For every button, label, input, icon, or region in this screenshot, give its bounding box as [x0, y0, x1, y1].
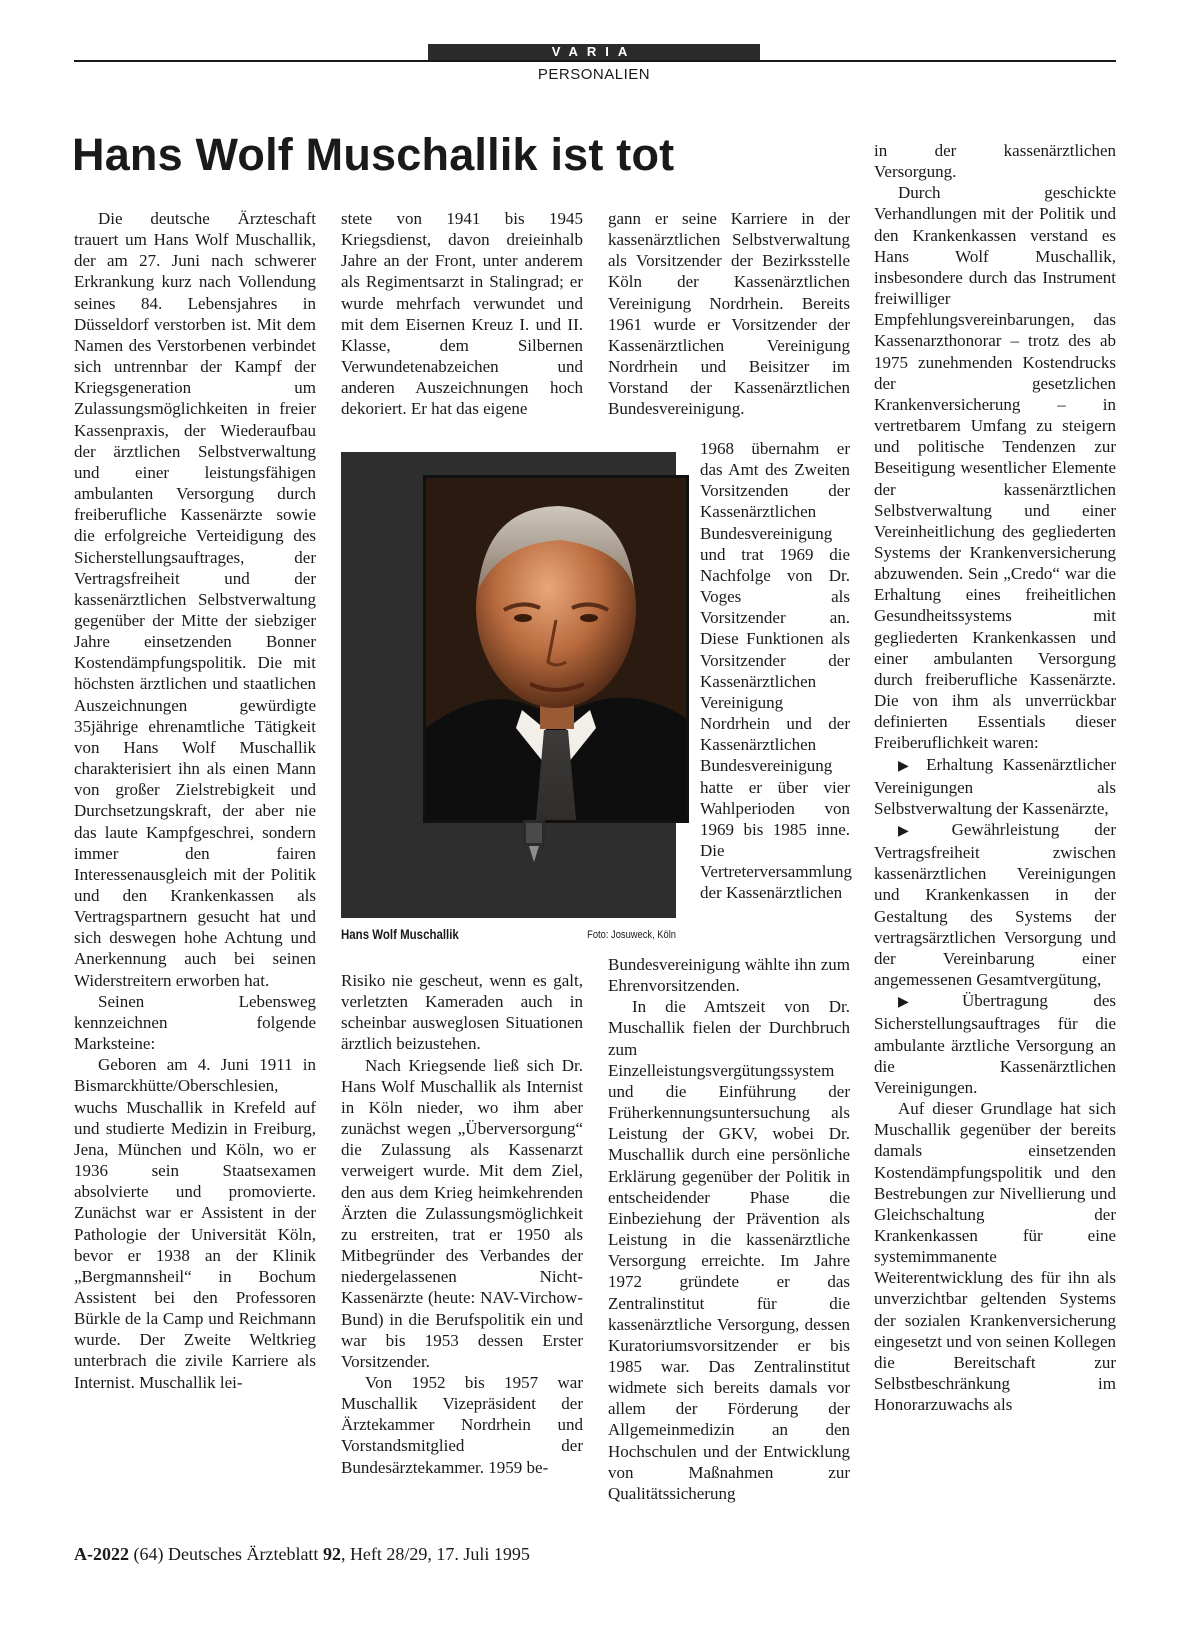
- paragraph: Bundesvereinigung wählte ihn zum Ehrenvorsitzenden.: [608, 955, 850, 996]
- photo-caption: Hans Wolf Muschallik: [341, 926, 459, 942]
- publication-info: (64) Deutsches Ärzteblatt: [133, 1544, 319, 1564]
- volume-number: 92: [322, 1544, 341, 1564]
- paragraph: Nach Kriegsende ließ sich Dr. Hans Wolf Muschallik als Internist in Köln nieder, wo ihm aber zunächst wegen „Überversorgung“ die Zulassung als Kassenarzt verweigert wurde. Mit dem Ziel, den aus dem Krieg heimkehrenden Ärzten die Zulassungsmöglichkeit zu erstreiten, trat er 1950 als Mitbegründer des Verbandes der niedergelassenen Nicht-Kassenärzte (heute: NAV-Virchow-Bund) in die Berufspolitik ein und war bis 1953 dessen Erster Vorsitzender.: [341, 1055, 583, 1371]
- article-column-1: [74, 208, 316, 1393]
- article-column-3-bottom: [608, 954, 850, 1504]
- article-column-2-bottom: [341, 970, 583, 1478]
- page-number: A-2022: [74, 1544, 129, 1564]
- list-item: ▶ Erhaltung Kassenärztlicher Vereinigungen als Selbstverwaltung der Kassenärzte,: [874, 754, 1116, 818]
- page-footer: [74, 1544, 530, 1565]
- masthead-rule: [74, 60, 1116, 62]
- paragraph: Die deutsche Ärzteschaft trauert um Hans Wolf Muschallik, der am 27. Juni nach schwerer Erkrankung kurz nach Vollendung seines 84. Lebensjahres in Düsseldorf verstorben ist. Mit dem Namen des Verstorbenen verbindet sich untrennbar der Kampf der Kriegsgeneration um Zulassungsmöglichkeiten in freier Kassenpraxis, der Wiederaufbau der ärztlichen Selbstverwaltung und einer leistungsfähigen ambulanten Versorgung durch freiberufliche Kassenärzte sowie die erfolgreiche Verteidigung des Sicherstellungsauftrages, der Vertragsfreiheit und der kassenärztlichen Selbstverwaltung gegenüber der Mitte der siebziger Jahre einsetzenden Bonner Kostendämpfungspolitik. Die mit höchsten ärztlichen und staatlichen Auszeichnungen gewürdigte 35jährige ehrenamtliche Tätigkeit von Hans Wolf Muschallik charakterisiert ihn als einen Mann von großer Zielstrebigkeit und Durchsetzungskraft, der aber nie das laute Kampfgeschrei, sondern immer den fairen Interessenausgleich mit der Politik und den Krankenkassen als Vertragspartnern gesucht hat und sich deswegen hohe Achtung und Anerkennung auch bei seinen Widerstreitern erworben hat.: [74, 209, 316, 990]
- issue-date: , Heft 28/29, 17. Juli 1995: [340, 1544, 530, 1564]
- paragraph: In die Amtszeit von Dr. Muschallik fielen der Durchbruch zum Einzelleistungsvergütungssystem und die Einführung der Früherkennungsuntersuchung als Leistung der GKV, wobei Dr. Muschallik durch eine persönliche Erklärung gegenüber der Politik in entscheidender Phase die Einbeziehung der Prävention als Leistung in die kassenärztliche Versorgung erreichte. Im Jahre 1972 gründete er das Zentralinstitut für die kassenärztliche Versorgung, dessen Kuratoriumsvorsitzender er bis 1985 war. Das Zentralinstitut widmete sich bereits damals vor allem der Förderung der Allgemeinmedizin an den Hochschulen und der Entwicklung von Maßnahmen zur Qualitätssicherung: [608, 997, 850, 1503]
- right-triangle-icon: ▶: [898, 823, 940, 839]
- subsection-label: PERSONALIEN: [537, 66, 651, 83]
- paragraph: stete von 1941 bis 1945 Kriegsdienst, davon dreieinhalb Jahre an der Front, unter anderem als Regimentsarzt in Stalingrad; er wurde mehrfach verwundet und mit dem Eisernen Kreuz I. und II. Klasse, dem Silbernen Verwundetenabzeichen und anderen Auszeichnungen hoch dekoriert. Er hat das eigene: [341, 209, 583, 419]
- paragraph: Von 1952 bis 1957 war Muschallik Vizepräsident der Ärztekammer Nordrhein und Vorstandsmitglied der Bundesärztekammer. 1959 be-: [341, 1372, 583, 1477]
- list-item: ▶ Übertragung des Sicherstellungsauftrages für die ambulante ärztliche Versorgung an die Kassenärztlichen Vereinigungen.: [874, 991, 1116, 1097]
- article-column-2-top: [341, 208, 583, 420]
- paragraph: Durch geschickte Verhandlungen mit der Politik und den Krankenkassen verstand es Hans Wolf Muschallik, insbesondere durch das Instrument freiwilliger Empfehlungsvereinbarungen, das Kassenarzthonorar – trotz des ab 1975 zunehmenden Kostendrucks der gesetzlichen Krankenversicherung – in vertretbarem Umfang zu steigern und politische Tendenzen zur Beseitigung wesentlicher Elemente der kassenärztlichen Selbstverwaltung und einer Vereinheitlichung des gegliederten Systems der Krankenversicherung abzuwenden. Sein „Credo“ war die Erhaltung eines freiheitlichen Gesundheitssystems mit gegliederten Krankenkassen und einer ambulanten Versorgung durch freiberufliche Kassenärzte. Die von ihm als unverrückbar definierten Essentials dieser Freiberuflichkeit waren:: [874, 183, 1116, 753]
- article-column-3-narrow: [700, 438, 850, 903]
- paragraph: Seinen Lebensweg kennzeichnen folgende Marksteine:: [74, 991, 316, 1054]
- tie-detail: [523, 820, 545, 862]
- article-column-4: [874, 140, 1116, 1415]
- paragraph: Risiko nie gescheut, wenn es galt, verletzten Kameraden auch in scheinbar ausweglosen Situationen ärztlich beizustehen.: [341, 971, 583, 1054]
- paragraph: 1968 übernahm er das Amt des Zweiten Vorsitzenden der Kassenärztlichen Bundesvereinigung und trat 1969 die Nachfolge von Dr. Voges als Vorsitzender an. Diese Funktionen als Vorsitzender der Kassenärztlichen Vereinigung Nordrhein und der Kassenärztlichen Bundesvereinigung hatte er über vier Wahlperioden von 1969 bis 1985 inne. Die Vertreterversammlung der Kassenärztlichen: [700, 439, 852, 903]
- article-headline: Hans Wolf Muschallik ist tot: [72, 129, 675, 180]
- portrait-photo: [426, 478, 686, 820]
- article-column-3-top: [608, 208, 850, 420]
- right-triangle-icon: ▶: [898, 994, 950, 1011]
- paragraph: Geboren am 4. Juni 1911 in Bismarckhütte/Oberschlesien, wuchs Muschallik in Krefeld auf und studierte Medizin in Freiburg, Jena, München und Köln, wo er 1936 sein Staatsexamen absolvierte und promovierte. Zunächst war er Assistent in der Pathologie der Universität Köln, bevor er 1938 an der Klinik „Bergmannsheil“ in Bochum Assistent bei den Professoren Bürkle de la Camp und Reichmann wurde. Der Zweite Weltkrieg unterbrach die zivile Karriere als Internist. Muschallik lei-: [74, 1055, 316, 1392]
- list-item: ▶ Gewährleistung der Vertragsfreiheit zwischen kassenärztlichen Vereinigungen und Krankenkassen in der Gestaltung des Systems der vertragsärztlichen Versorgung und der Vereinbarung einer angemessenen Gesamtvergütung,: [874, 820, 1116, 990]
- photo-credit: Foto: Josuweck, Köln: [587, 929, 676, 941]
- section-bar: VARIA: [428, 44, 760, 60]
- paragraph: in der kassenärztlichen Versorgung.: [874, 141, 1116, 182]
- paragraph: gann er seine Karriere in der kassenärztlichen Selbstverwaltung als Vorsitzender der Bezirksstelle Köln der Kassenärztlichen Vereinigung Nordrhein. Bereits 1961 wurde er Vorsitzender der Kassenärztlichen Vereinigung Nordrhein und Beisitzer im Vorstand der Kassenärztlichen Bundesvereinigung.: [608, 209, 850, 419]
- right-triangle-icon: ▶: [898, 757, 915, 774]
- paragraph: Auf dieser Grundlage hat sich Muschallik gegenüber der bereits damals einsetzenden Kostendämpfungspolitik und den Bestrebungen zur Nivellierung und Gleichschaltung der Krankenkassen für eine systemimmanente Weiterentwicklung des für ihn als unverzichtbar geltenden Systems der sozialen Krankenversicherung eingesetzt und von seinen Kollegen die Bereitschaft zur Selbstbeschränkung im Honorarzuwachs als: [874, 1099, 1116, 1415]
